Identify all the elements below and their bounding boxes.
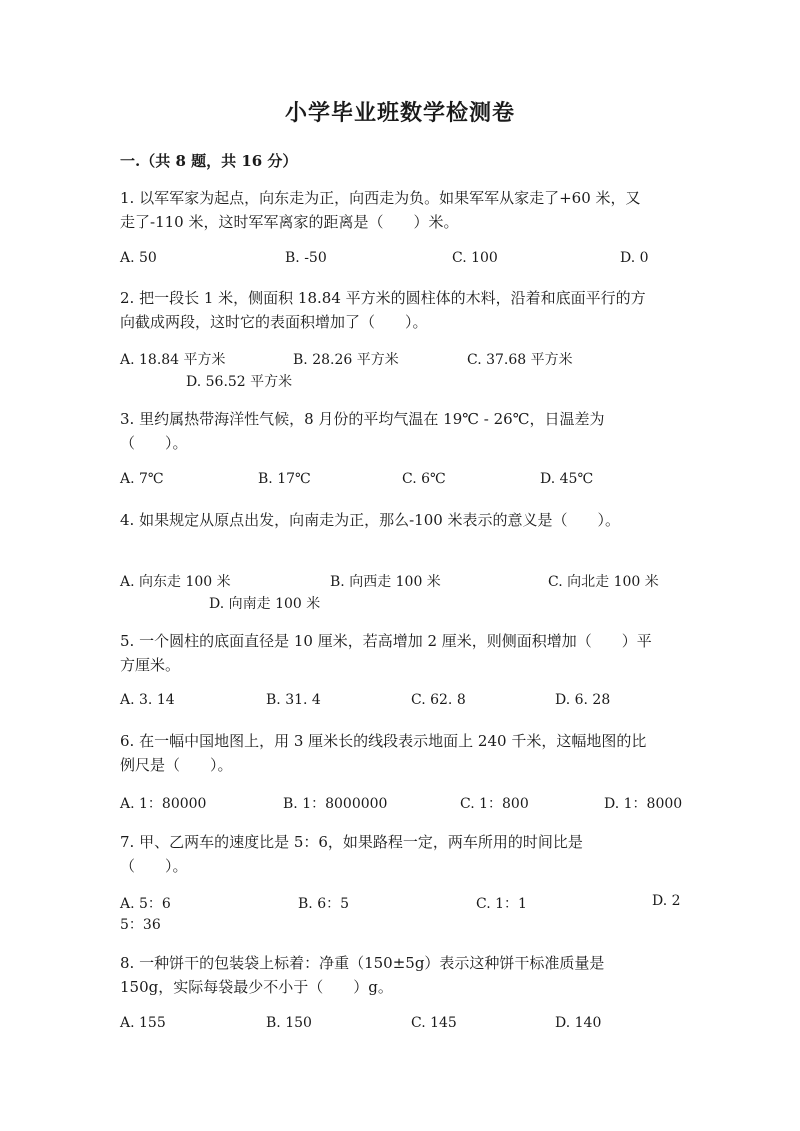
- question-text: 例尺是（ ）。: [120, 756, 233, 774]
- question-text: 向截成两段，这时它的表面积增加了（ ）。: [120, 313, 428, 331]
- question-text: 2. 把一段长 1 米，侧面积 18.84 平方米的圆柱体的木料，沿着和底面平行的方: [120, 289, 646, 307]
- option-c: C. 37.68 平方米: [467, 352, 573, 368]
- option-d-continuation: 5：36: [120, 917, 161, 933]
- question-text: 4. 如果规定从原点出发，向南走为正，那么-100 米表示的意义是（ ）。: [120, 511, 621, 529]
- option-d: D. 2: [652, 893, 681, 909]
- question-text: 8. 一种饼干的包装袋上标着：净重（150±5g）表示这种饼干标准质量是: [120, 954, 605, 972]
- option-b: B. 1：8000000: [283, 796, 388, 812]
- question-5: [120, 629, 680, 677]
- option-c: C. 1：800: [460, 796, 529, 812]
- option-b: B. 150: [266, 1015, 312, 1031]
- option-c: C. 向北走 100 米: [548, 574, 659, 590]
- question-6: [120, 729, 680, 777]
- option-d: D. 45℃: [540, 471, 594, 487]
- option-d: D. 1：8000: [604, 796, 683, 812]
- question-text: 150g，实际每袋最少不小于（ ）g。: [120, 978, 393, 996]
- question-text: 7. 甲、乙两车的速度比是 5：6，如果路程一定，两车所用的时间比是: [120, 833, 583, 851]
- option-a: A. 18.84 平方米: [120, 352, 226, 368]
- question-text: 1. 以军军家为起点，向东走为正，向西走为负。如果军军从家走了+60 米，又: [120, 189, 641, 207]
- question-text: 3. 里约属热带海洋性气候，8 月份的平均气温在 19℃ - 26℃，日温差为: [120, 410, 605, 428]
- question-4: [120, 508, 680, 532]
- option-a: A. 7℃: [120, 471, 164, 487]
- option-b: B. 17℃: [258, 471, 311, 487]
- question-2: [120, 286, 680, 334]
- option-b: B. 31. 4: [266, 692, 321, 708]
- option-b: B. -50: [285, 250, 327, 266]
- option-c: C. 6℃: [402, 471, 446, 487]
- question-text: （ ）。: [120, 434, 188, 452]
- question-text: 方厘米。: [120, 656, 181, 674]
- section-heading: 一.（共 8 题，共 16 分）: [120, 152, 298, 170]
- option-c: C. 1：1: [476, 896, 527, 912]
- option-b: B. 向西走 100 米: [330, 574, 441, 590]
- option-d: D. 140: [555, 1015, 602, 1031]
- question-text: 6. 在一幅中国地图上，用 3 厘米长的线段表示地面上 240 千米，这幅地图的比: [120, 732, 647, 750]
- option-a: A. 1：80000: [120, 796, 207, 812]
- option-c: C. 100: [452, 250, 498, 266]
- question-text: （ ）。: [120, 857, 188, 875]
- option-a: A. 50: [120, 250, 157, 266]
- option-d: D. 56.52 平方米: [186, 374, 293, 390]
- option-d: D. 6. 28: [555, 692, 611, 708]
- option-c: C. 62. 8: [411, 692, 466, 708]
- option-a: A. 155: [120, 1015, 166, 1031]
- option-b: B. 6：5: [298, 896, 350, 912]
- option-a: A. 3. 14: [120, 692, 175, 708]
- question-text: 5. 一个圆柱的底面直径是 10 厘米，若高增加 2 厘米，则侧面积增加（ ）平: [120, 632, 652, 650]
- option-a: A. 5：6: [120, 896, 171, 912]
- page-title: 小学毕业班数学检测卷: [284, 100, 515, 126]
- option-d: D. 0: [620, 250, 649, 266]
- question-3: [120, 407, 680, 455]
- question-8: [120, 951, 680, 999]
- question-7: [120, 830, 680, 878]
- option-d: D. 向南走 100 米: [209, 596, 321, 612]
- option-c: C. 145: [411, 1015, 457, 1031]
- option-b: B. 28.26 平方米: [293, 352, 399, 368]
- question-text: 走了-110 米，这时军军离家的距离是（ ）米。: [120, 213, 459, 231]
- option-a: A. 向东走 100 米: [120, 574, 231, 590]
- question-1: [120, 186, 680, 234]
